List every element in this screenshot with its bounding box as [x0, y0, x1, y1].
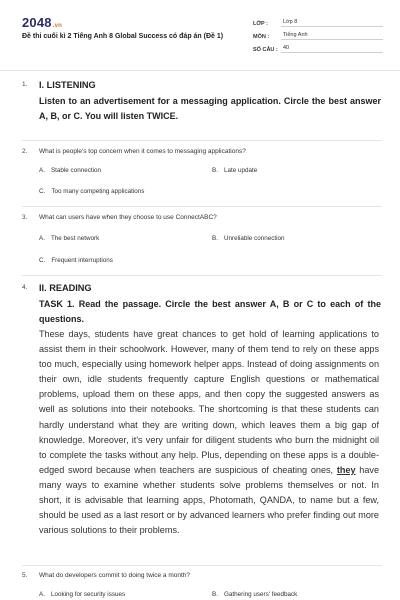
item-number: 3. [22, 214, 28, 221]
meta-class-row [253, 14, 383, 27]
option-a[interactable]: A. Stable connection [39, 167, 102, 174]
passage-text: have many ways to examine whether students solve problems themselves or not. In short, it is advisable that learning apps, Photomath, QANDA, to name but a few, should be used as a last resort or by advanced learners who prefer finding out more various solutions to their problems. [39, 464, 379, 536]
document-header [0, 0, 400, 71]
section-title-listening: I. LISTENING [39, 80, 96, 90]
item-number: 1. [22, 81, 28, 88]
divider [22, 565, 382, 566]
passage-highlight: they [336, 464, 356, 475]
meta-subject-row [253, 27, 383, 40]
option-c[interactable]: C. Frequent interruptions [39, 257, 113, 264]
option-a[interactable]: A. The best network [39, 235, 100, 242]
divider [22, 206, 382, 207]
question-text: What do developers commit to doing twice a month? [39, 572, 191, 579]
meta-count-key: SỐ CÂU : [253, 47, 278, 53]
item-number: 5. [22, 572, 28, 579]
section-title-reading: II. READING [39, 283, 92, 293]
passage-text: These days, students have great chances to get hold of learning applications to assist them in their schoolwork. However, many of them tend to rely on these apps too much, especially using homework helper apps. Instead of doing assignments on their own, idle students frequently capture English questions or mathematical problems, upload them on these apps, and then copy the suggested answers as well as solutions into their notebooks. The shortcoming is that these students can hardly understand what they are writing down, which leaves them a big gap of knowledge. Moreover, it's very unfair for diligent students who burn the midnight oil to complete the tasks without any help. Plus, depending on these apps is a double-edged sword because when teachers are suspicious of cheating ones, [39, 329, 379, 475]
listening-instruction: Listen to an advertisement for a messaging application. Circle the best answer A, B, or C. You will listen TWICE. [39, 96, 381, 121]
option-b[interactable]: B. Gathering users' feedback [212, 591, 298, 598]
item-number: 2. [22, 148, 28, 155]
logo-domain: .vn [52, 23, 63, 29]
document-title: Đề thi cuối kì 2 Tiếng Anh 8 Global Success có đáp án (Đề 1) [22, 33, 224, 40]
question-text: What can users have when they choose to use ConnectABC? [39, 214, 217, 221]
question-text: What is people's top concern when it comes to messaging applications? [39, 148, 246, 155]
meta-subject-key: MÔN : [253, 34, 270, 40]
meta-count-value: 40 [281, 45, 383, 53]
option-a[interactable]: A. Looking for security issues [39, 591, 126, 598]
reading-passage [39, 327, 379, 538]
meta-class-value: Lớp 8 [281, 19, 383, 27]
option-c[interactable]: C. Too many competing applications [39, 188, 145, 195]
reading-instruction: TASK 1. Read the passage. Circle the best answer A, B or C to each of the questions. [39, 299, 381, 324]
meta-subject-value: Tiếng Anh [281, 32, 383, 40]
logo-text: 2048 [22, 15, 52, 30]
meta-class-key: LỚP : [253, 21, 268, 27]
site-logo[interactable] [22, 15, 62, 30]
divider [22, 275, 382, 276]
divider [22, 140, 382, 141]
option-b[interactable]: B. Late update [212, 167, 258, 174]
item-number: 4. [22, 284, 28, 291]
document-meta [253, 14, 383, 53]
option-b[interactable]: B. Unreliable connection [212, 235, 285, 242]
meta-count-row [253, 40, 383, 53]
